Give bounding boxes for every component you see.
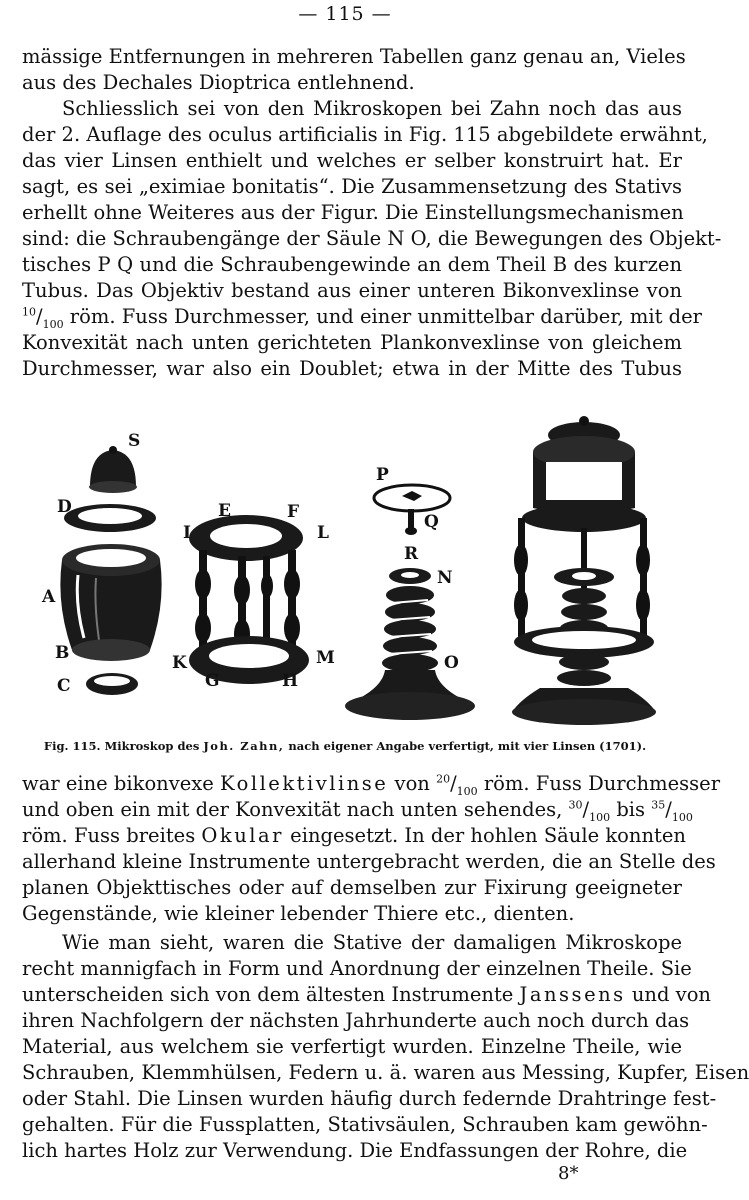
text-line: röm. Fuss breites Okular eingesetzt. In der hohlen Säule konnten xyxy=(22,824,686,847)
label-c: C xyxy=(57,676,71,696)
label-q: Q xyxy=(424,512,439,532)
label-g: G xyxy=(205,671,220,691)
figure-115-microscope xyxy=(0,400,690,735)
label-e: E xyxy=(218,501,231,521)
text-line: lich hartes Holz zur Verwendung. Die Endfassungen der Rohre, die xyxy=(22,1139,688,1162)
part-assembled-microscope xyxy=(512,416,656,725)
part-cap-s xyxy=(89,446,137,493)
text-line: sagt, es sei „eximiae bonitatis“. Die Zusammensetzung des Stativs xyxy=(22,175,682,198)
text-line: Schrauben, Klemmhülsen, Federn u. ä. waren aus Messing, Kupfer, Eisen xyxy=(22,1061,749,1084)
text-line: allerhand kleine Instrumente untergebracht werden, die an Stelle des xyxy=(22,850,716,873)
text-line: sind: die Schraubengänge der Säule N O, die Bewegungen des Objekt- xyxy=(22,227,722,250)
text-line: erhellt ohne Weiteres aus der Figur. Die Einstellungsmechanismen xyxy=(22,201,684,224)
text-line: planen Objekttisches oder auf demselben zur Fixirung geeigneter xyxy=(22,876,682,899)
part-frame-ef xyxy=(189,515,309,684)
text-line: Schliesslich sei von den Mikroskopen bei Zahn noch das aus xyxy=(62,97,682,120)
label-h: H xyxy=(282,671,299,691)
fraction: $^{20}/_{100}$ xyxy=(436,772,478,798)
text-line: oder Stahl. Die Linsen wurden häufig durch federnde Drahtringe fest- xyxy=(22,1087,717,1110)
text-line: ihren Nachfolgern der nächsten Jahrhunderte auch noch durch das xyxy=(22,1009,690,1032)
text-line: Durchmesser, war also ein Doublet; etwa in der Mitte des Tubus xyxy=(22,357,682,380)
label-s: S xyxy=(128,431,141,451)
text-line: mässige Entfernungen in mehreren Tabellen ganz genau an, Vieles xyxy=(22,45,686,68)
label-p: P xyxy=(376,465,389,485)
text-line: war eine bikonvexe Kollektivlinse von $^{20}/_{100}$ röm. Fuss Durchmesser xyxy=(22,772,721,798)
part-lens-c xyxy=(86,673,138,695)
label-r: R xyxy=(404,544,419,564)
part-column-no xyxy=(345,568,475,720)
label-m: M xyxy=(316,648,335,668)
fraction: $^{30}/_{100}$ xyxy=(568,798,611,824)
text-line: und oben ein mit der Konvexität nach unten sehendes, $^{30}/_{100}$ bis $^{35}/_{100}$ xyxy=(22,798,693,824)
label-k: K xyxy=(172,653,187,673)
signature-mark: 8* xyxy=(558,1163,579,1184)
text-line: recht mannigfach in Form und Anordnung der einzelnen Theile. Sie xyxy=(22,957,692,980)
text-line: Konvexität nach unten gerichteten Plankonvexlinse von gleichem xyxy=(22,331,682,354)
page-number: — 115 — xyxy=(298,3,392,25)
label-n: N xyxy=(437,568,453,588)
text-line: $^{10}/_{100}$ röm. Fuss Durchmesser, und einer unmittelbar darüber, mit der xyxy=(22,305,702,331)
fraction: $^{35}/_{100}$ xyxy=(651,798,693,824)
label-o: O xyxy=(444,653,459,673)
text-line: Tubus. Das Objektiv bestand aus einer unteren Bikonvexlinse von xyxy=(22,279,682,302)
text-line: das vier Linsen enthielt und welches er selber konstruirt hat. Er xyxy=(22,149,682,172)
label-b: B xyxy=(55,643,70,663)
text-line: Material, aus welchem sie verfertigt wurden. Einzelne Theile, wie xyxy=(22,1035,682,1058)
label-d: D xyxy=(57,497,72,517)
text-line: gehalten. Für die Fussplatten, Stativsäulen, Schrauben kam gewöhn- xyxy=(22,1113,708,1136)
text-line: Gegenstände, wie kleiner lebender Thiere etc., dienten. xyxy=(22,902,575,925)
part-ring-d xyxy=(64,504,156,532)
text-line: tisches P Q und die Schraubengewinde an dem Theil B des kurzen xyxy=(22,253,682,276)
text-line: unterscheiden sich von dem ältesten Instrumente Janssens und von xyxy=(22,983,711,1006)
text-line: Wie man sieht, waren die Stative der damaligen Mikroskope xyxy=(62,931,682,954)
part-tube-a xyxy=(60,544,161,661)
text-line: aus des Dechales Dioptrica entlehnend. xyxy=(22,71,415,94)
fraction: $^{10}/_{100}$ xyxy=(22,305,64,331)
text-line: der 2. Auflage des oculus artificialis in Fig. 115 abgebildete erwähnt, xyxy=(22,123,708,146)
label-a: A xyxy=(42,587,56,607)
label-l: L xyxy=(317,523,329,543)
label-i: I xyxy=(183,523,191,543)
label-f: F xyxy=(287,502,300,522)
figure-caption: Fig. 115. Mikroskop des Joh. Zahn, nach eigener Angabe verfertigt, mit vier Linsen (1701). xyxy=(43,739,647,753)
